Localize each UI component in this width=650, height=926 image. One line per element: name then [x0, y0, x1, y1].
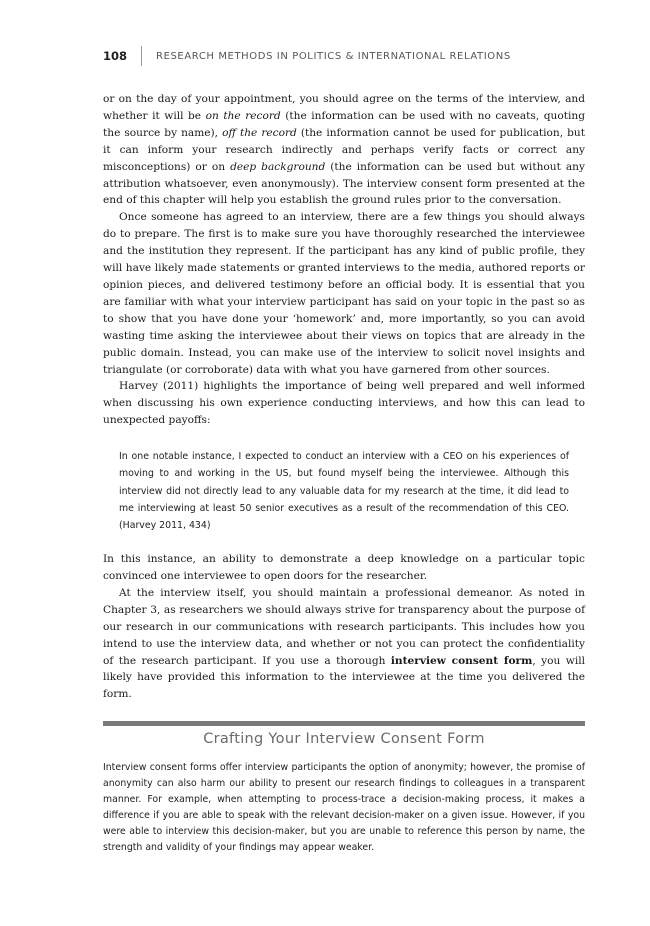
box-title: Crafting Your Interview Consent Form	[203, 731, 485, 747]
main-text	[103, 91, 585, 703]
running-header	[103, 46, 585, 66]
block-quote: In one notable instance, I expected to conduct an interview with a CEO on his experiences of moving to and working in the US, but found myself being the interviewee. Although this interview did not directly lead to any valuable data for my research at the time, it did lead to me interviewing at least 50 senior executives as a result of the recommendation of this CEO. (Harvey 2011, 434)	[119, 451, 569, 531]
key-term: interview consent form	[390, 654, 533, 667]
paragraph: At the interview itself, you should maintain a professional demeanor. As noted in Chapter 3, as researchers we should always strive for transparency about the purpose of our research in our communications with research participants. This includes how you intend to use the interview data, and whether or not you can protect the confidentiality of the research participant. If you use a thorough interview consent form, you will likely have provided this information to the interviewee at the time you delivered the form.	[103, 586, 585, 701]
paragraph: Harvey (2011) highlights the importance of being well prepared and well informed when discussing his own experience conducting interviews, and how this can lead to unexpected payoffs:	[103, 380, 585, 427]
paragraph: Interview consent forms offer interview participants the option of anonymity; however, the promise of anonymity can also harm our ability to present our research findings to colleagues in a transparent manner. For example, when attempting to process-trace a decision-making process, it makes a difference if you are able to speak with the relevant decision-maker on a given issue. However, if you were able to interview this decision-maker, but you are unable to reference this person by name, the strength and validity of your findings may appear weaker.	[103, 762, 585, 854]
box-text	[103, 760, 585, 857]
box-top-rule	[103, 721, 585, 726]
header-divider	[141, 46, 142, 66]
page-number: 108	[103, 49, 128, 63]
paragraph: In this instance, an ability to demonstrate a deep knowledge on a particular topic convinced one interviewee to open doors for the researcher.	[103, 553, 585, 583]
term-off-the-record: off the record	[222, 126, 297, 139]
running-title: RESEARCH METHODS IN POLITICS & INTERNATIONAL RELATIONS	[156, 50, 511, 62]
term-on-the-record: on the record	[205, 109, 281, 122]
paragraph: Once someone has agreed to an interview, there are a few things you should always do to prepare. The first is to make sure you have thoroughly researched the interviewee and the institution they represent. If the participant has any kind of public profile, they will have likely made statements or granted interviews to the media, authored reports or opinion pieces, and delivered testimony before an official body. It is essential that you are familiar with what your interview participant has said on your topic in the past so as to show that you have done your ‘homework’ and, more importantly, so you can avoid wasting time asking the interviewee about their views on topics that are already in the public domain. Instead, you can make use of the interview to solicit novel insights and triangulate (or corroborate) data with what you have garnered from other sources.	[103, 211, 585, 376]
term-deep-background: deep background	[230, 160, 326, 173]
paragraph: or on the day of your appointment, you should agree on the terms of the interview, and whether it will be on the record (the information can be used with no caveats, quoting the source by name), off the record (the information cannot be used for publication, but it can inform your research indirectly and perhaps verify facts or correct any misconceptions) or on deep background (the information can be used but without any attribution whatsoever, even anonymously). The interview consent form presented at the end of this chapter will help you establish the ground rules prior to the conversation.	[103, 93, 585, 207]
